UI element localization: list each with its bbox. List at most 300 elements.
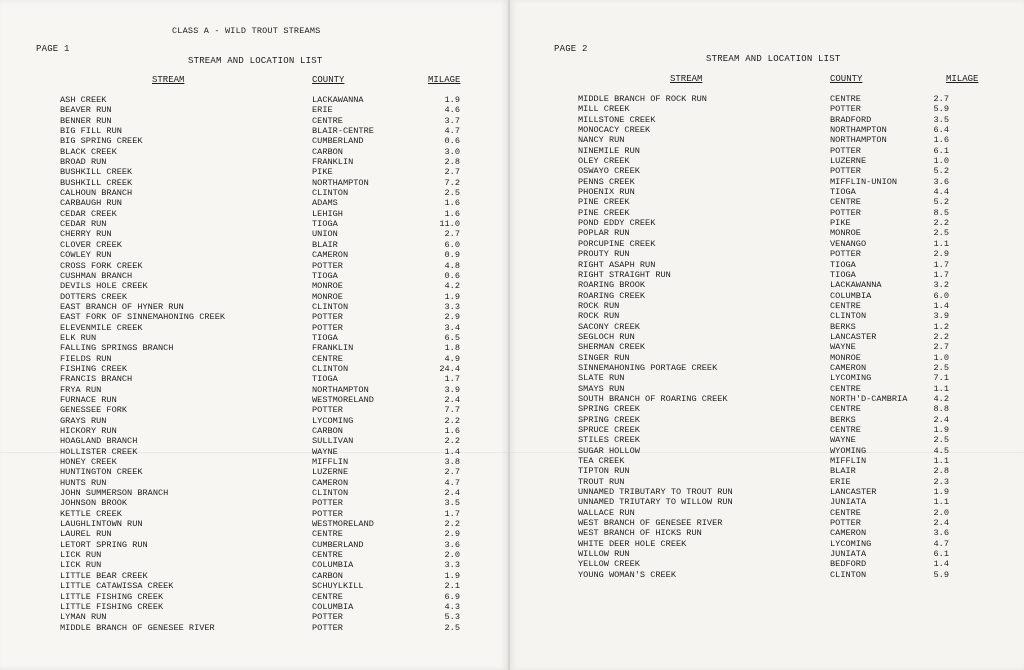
milage-cell: 1.8 [444,343,460,354]
stream-cell: SMAYS RUN [578,383,625,394]
stream-cell: SEGLOCH RUN [578,331,635,342]
stream-cell: DEVILS HOLE CREEK [60,281,148,292]
county-cell: CENTRE [830,94,861,104]
milage-cell: 2.4 [933,414,949,425]
county-cell: CENTRE [312,529,343,540]
stream-cell: LICK RUN [60,550,102,561]
page-2-county-header: COUNTY [830,74,863,84]
stream-cell: BUSHKILL CREEK [60,177,133,188]
table-row [510,249,1024,259]
county-cell: ERIE [830,476,851,487]
stream-cell: ASH CREEK [60,95,107,105]
stream-cell: KETTLE CREEK [60,508,122,519]
milage-cell: 3.3 [444,301,460,312]
table-row [510,146,1024,156]
county-cell: TIOGA [312,270,338,281]
stream-cell: SINGER RUN [578,352,630,363]
stream-cell: HOLLISTER CREEK [60,446,138,457]
milage-cell: 2.2 [933,331,949,342]
county-cell: COLUMBIA [830,290,872,301]
class-title: CLASS A - WILD TROUT STREAMS [172,26,321,36]
county-cell: MIFFLIN [830,456,867,467]
stream-cell: YELLOW CREEK [578,559,640,570]
table-row [0,354,508,364]
stream-cell: PINE CREEK [578,197,630,208]
table-row [0,405,508,415]
stream-cell: LITTLE BEAR CREEK [60,570,148,581]
milage-cell: 8.8 [933,404,949,415]
table-row [0,550,508,560]
milage-cell: 1.9 [444,291,460,302]
milage-cell: 2.2 [444,436,460,447]
milage-cell: 2.0 [933,507,949,518]
stream-cell: LAUGHLINTOWN RUN [60,519,143,530]
milage-cell: 5.2 [933,197,949,208]
county-cell: CENTRE [830,300,861,311]
stream-cell: FIELDS RUN [60,353,112,364]
table-row [0,560,508,570]
stream-cell: ELEVENMILE CREEK [60,322,143,333]
table-row [510,332,1024,342]
table-row [0,467,508,477]
county-cell: LUZERNE [312,467,349,478]
milage-cell: 4.7 [444,477,460,488]
milage-cell: 4.9 [444,353,460,364]
table-row [0,478,508,488]
table-row [0,623,508,633]
table-row [510,311,1024,321]
milage-cell: 5.3 [444,612,460,623]
county-cell: CAMERON [830,362,867,373]
milage-cell: 4.6 [444,105,460,116]
county-cell: WESTMORELAND [312,519,374,530]
county-cell: POTTER [312,498,343,509]
county-cell: POTTER [312,312,343,323]
table-row [510,156,1024,166]
table-row [0,229,508,239]
stream-cell: OLEY CREEK [578,156,630,167]
county-cell: POTTER [830,249,861,260]
county-cell: LACKAWANNA [312,95,364,105]
county-cell: CARBON [312,146,343,157]
county-cell: POTTER [312,508,343,519]
stream-cell: HONEY CREEK [60,457,117,468]
table-row [0,426,508,436]
stream-cell: CALHOUN BRANCH [60,188,133,199]
milage-cell: 3.9 [444,384,460,395]
stream-cell: TIPTON RUN [578,466,630,477]
county-cell: CLINTON [830,569,867,580]
table-row [510,528,1024,538]
county-cell: CARBON [312,426,343,436]
county-cell: LYCOMING [830,538,872,549]
milage-cell: 5.2 [933,166,949,177]
stream-cell: BIG SPRING CREEK [60,136,143,147]
county-cell: LYCOMING [312,415,354,426]
table-row [0,178,508,188]
stream-cell: ELK RUN [60,332,97,343]
county-cell: NORTH'D-CAMBRIA [830,393,908,404]
milage-cell: 3.9 [933,311,949,322]
county-cell: BLAIR-CENTRE [312,126,374,137]
table-row [0,126,508,136]
milage-cell: 4.2 [444,281,460,292]
county-cell: TIOGA [312,219,338,230]
milage-cell: 4.5 [933,445,949,456]
page-2-stream-header: STREAM [670,74,703,84]
table-row [0,240,508,250]
page-2-stream-list [510,94,1024,580]
county-cell: POTTER [830,166,861,177]
table-row [510,539,1024,549]
stream-cell: COWLEY RUN [60,250,112,261]
table-row [0,498,508,508]
county-cell: BRADFORD [830,114,872,125]
milage-cell: 1.9 [933,487,949,498]
county-cell: FRANKLIN [312,157,354,168]
stream-cell: BLACK CREEK [60,146,117,157]
page-1-stream-header: STREAM [152,75,185,85]
milage-cell: 1.4 [933,300,949,311]
milage-cell: 2.7 [444,467,460,478]
milage-cell: 4.8 [444,260,460,271]
county-cell: LUZERNE [830,156,867,167]
county-cell: CENTRE [830,197,861,208]
table-row [510,115,1024,125]
table-row [0,198,508,208]
county-cell: SULLIVAN [312,436,354,447]
county-cell: LEHIGH [312,208,343,219]
stream-cell: HOAGLAND BRANCH [60,436,138,447]
table-row [510,301,1024,311]
stream-cell: CHERRY RUN [60,229,112,240]
milage-cell: 5.9 [933,569,949,580]
stream-cell: JOHNSON BROOK [60,498,128,509]
table-row [0,219,508,229]
stream-cell: HUNTS RUN [60,477,107,488]
stream-cell: WILLOW RUN [578,549,630,560]
milage-cell: 7.1 [933,373,949,384]
county-cell: CENTRE [830,425,861,435]
table-row [510,94,1024,104]
county-cell: JUNIATA [830,497,867,508]
county-cell: CLINTON [830,311,867,322]
county-cell: CENTRE [830,507,861,518]
county-cell: TIOGA [830,187,856,198]
county-cell: ADAMS [312,198,338,209]
milage-cell: 11.0 [439,219,460,230]
milage-cell: 1.1 [933,497,949,508]
milage-cell: 1.0 [933,156,949,167]
table-row [0,147,508,157]
county-cell: POTTER [312,622,343,633]
county-cell: BLAIR [830,466,856,477]
stream-cell: LYMAN RUN [60,612,107,623]
milage-cell: 1.7 [444,374,460,385]
table-row [0,323,508,333]
county-cell: CLINTON [312,301,349,312]
county-cell: LANCASTER [830,331,877,342]
table-row [0,571,508,581]
milage-cell: 4.7 [933,538,949,549]
county-cell: MONROE [312,291,343,302]
county-cell: CUMBERLAND [312,136,364,147]
stream-cell: FALLING SPRINGS BRANCH [60,343,174,354]
table-row [0,529,508,539]
milage-cell: 3.8 [444,457,460,468]
stream-cell: JOHN SUMMERSON BRANCH [60,488,169,499]
county-cell: SCHUYLKILL [312,581,364,592]
milage-cell: 3.5 [444,498,460,509]
milage-cell: 1.9 [444,570,460,581]
milage-cell: 3.4 [444,322,460,333]
milage-cell: 2.9 [933,249,949,260]
county-cell: CUMBERLAND [312,539,364,550]
county-cell: WAYNE [830,342,856,353]
stream-cell: PINE CREEK [578,207,630,218]
table-row [0,416,508,426]
county-cell: LANCASTER [830,487,877,498]
stream-cell: ROARING CREEK [578,290,646,301]
county-cell: COLUMBIA [312,601,354,612]
stream-cell: ROCK RUN [578,300,620,311]
table-row [510,270,1024,280]
stream-cell: WALLACE RUN [578,507,635,518]
stream-cell: MIDDLE BRANCH OF ROCK RUN [578,94,707,104]
table-row [0,447,508,457]
milage-cell: 3.7 [444,115,460,126]
table-row [510,291,1024,301]
milage-cell: 1.9 [444,95,460,105]
milage-cell: 6.1 [933,145,949,156]
table-row [0,136,508,146]
stream-cell: UNNAMED TRIUTARY TO WILLOW RUN [578,497,733,508]
county-cell: CENTRE [312,115,343,126]
table-row [0,581,508,591]
county-cell: COLUMBIA [312,560,354,571]
milage-cell: 2.7 [444,229,460,240]
table-row [510,322,1024,332]
stream-cell: SLATE RUN [578,373,625,384]
table-row [510,363,1024,373]
stream-cell: MONOCACY CREEK [578,125,651,136]
milage-cell: 2.9 [444,529,460,540]
milage-cell: 2.3 [933,476,949,487]
table-row [510,466,1024,476]
table-row [510,197,1024,207]
milage-cell: 2.8 [444,157,460,168]
county-cell: PIKE [830,218,851,229]
county-cell: MIFFLIN [312,457,349,468]
stream-cell: SACONY CREEK [578,321,640,332]
stream-cell: SPRING CREEK [578,414,640,425]
county-cell: BEDFORD [830,559,867,570]
milage-cell: 1.6 [444,198,460,209]
stream-cell: WEST BRANCH OF GENESEE RIVER [578,518,723,529]
county-cell: MONROE [830,352,861,363]
county-cell: TIOGA [830,269,856,280]
table-row [0,312,508,322]
county-cell: CENTRE [312,550,343,561]
stream-cell: SHERMAN CREEK [578,342,646,353]
table-row [0,116,508,126]
milage-cell: 1.4 [933,559,949,570]
stream-cell: BIG FILL RUN [60,126,122,137]
county-cell: NORTHAMPTON [830,125,887,136]
page-1-sheet [0,0,508,670]
table-row [510,187,1024,197]
milage-cell: 2.7 [933,342,949,353]
table-row [510,404,1024,414]
county-cell: PIKE [312,167,333,178]
table-row [0,250,508,260]
milage-cell: 6.0 [444,239,460,250]
table-row [0,602,508,612]
page-2-milage-header: MILAGE [946,74,979,84]
county-cell: CENTRE [830,404,861,415]
table-row [510,260,1024,270]
stream-cell: LITTLE FISHING CREEK [60,601,164,612]
stream-cell: BROAD RUN [60,157,107,168]
milage-cell: 2.1 [444,581,460,592]
county-cell: MIFFLIN-UNION [830,176,898,187]
county-cell: CENTRE [830,383,861,394]
table-row [0,105,508,115]
stream-cell: YOUNG WOMAN'S CREEK [578,569,676,580]
table-row [510,497,1024,507]
milage-cell: 2.7 [933,94,949,104]
stream-cell: WEST BRANCH OF HICKS RUN [578,528,702,539]
table-row [510,166,1024,176]
table-row [0,519,508,529]
table-row [0,457,508,467]
stream-cell: OSWAYO CREEK [578,166,640,177]
table-row [510,508,1024,518]
stream-cell: NINEMILE RUN [578,145,640,156]
milage-cell: 2.4 [933,518,949,529]
table-row [510,456,1024,466]
milage-cell: 2.5 [933,228,949,239]
county-cell: WAYNE [312,446,338,457]
county-cell: BERKS [830,321,856,332]
county-cell: TIOGA [312,374,338,385]
table-row [510,239,1024,249]
stream-cell: SINNEMAHONING PORTAGE CREEK [578,362,718,373]
stream-cell: MILLSTONE CREEK [578,114,656,125]
stream-cell: DOTTERS CREEK [60,291,128,302]
milage-cell: 4.7 [444,126,460,137]
county-cell: BERKS [830,414,856,425]
stream-cell: UNNAMED TRIBUTARY TO TROUT RUN [578,487,733,498]
page-1-county-header: COUNTY [312,75,345,85]
table-row [510,487,1024,497]
stream-cell: BUSHKILL CREEK [60,167,133,178]
table-row [0,261,508,271]
milage-cell: 2.2 [933,218,949,229]
table-row [0,188,508,198]
county-cell: POTTER [312,405,343,416]
county-cell: NORTHAMPTON [312,177,369,188]
county-cell: POTTER [830,145,861,156]
stream-cell: SOUTH BRANCH OF ROARING CREEK [578,393,728,404]
county-cell: LYCOMING [830,373,872,384]
stream-cell: CEDAR RUN [60,219,107,230]
stream-cell: FISHING CREEK [60,363,128,374]
page-2-label: PAGE 2 [554,44,588,54]
county-cell: MONROE [830,228,861,239]
table-row [510,559,1024,569]
milage-cell: 2.5 [933,362,949,373]
milage-cell: 7.7 [444,405,460,416]
stream-cell: FRYA RUN [60,384,102,395]
stream-cell: CROSS FORK CREEK [60,260,143,271]
stream-cell: CUSHMAN BRANCH [60,270,133,281]
table-row [0,167,508,177]
stream-cell: ROARING BROOK [578,280,646,291]
page-1-label: PAGE 1 [36,44,70,54]
stream-cell: EAST BRANCH OF HYNER RUN [60,301,184,312]
stream-cell: WHITE DEER HOLE CREEK [578,538,687,549]
page-1-stream-list [0,95,508,633]
county-cell: BLAIR [312,239,338,250]
stream-cell: SPRING CREEK [578,404,640,415]
milage-cell: 1.9 [933,425,949,435]
milage-cell: 1.7 [933,269,949,280]
table-row [510,518,1024,528]
milage-cell: 6.5 [444,332,460,343]
milage-cell: 6.1 [933,549,949,560]
county-cell: POTTER [830,104,861,115]
county-cell: CENTRE [312,591,343,602]
stream-cell: MILL CREEK [578,104,630,115]
stream-cell: POND EDDY CREEK [578,218,656,229]
milage-cell: 2.4 [444,488,460,499]
milage-cell: 6.9 [444,591,460,602]
milage-cell: 3.2 [933,280,949,291]
table-row [0,395,508,405]
milage-cell: 3.6 [444,539,460,550]
county-cell: CLINTON [312,488,349,499]
milage-cell: 1.4 [444,446,460,457]
stream-cell: PHOENIX RUN [578,187,635,198]
table-row [510,280,1024,290]
milage-cell: 2.9 [444,312,460,323]
milage-cell: 1.7 [444,508,460,519]
table-row [510,394,1024,404]
county-cell: CENTRE [312,353,343,364]
county-cell: WESTMORELAND [312,394,374,405]
stream-cell: LICK RUN [60,560,102,571]
county-cell: POTTER [830,207,861,218]
table-row [510,125,1024,135]
stream-cell: LITTLE CATAWISSA CREEK [60,581,174,592]
milage-cell: 3.0 [444,146,460,157]
stream-cell: LAUREL RUN [60,529,112,540]
table-row [510,435,1024,445]
table-row [510,549,1024,559]
stream-cell: CEDAR CREEK [60,208,117,219]
stream-cell: PROUTY RUN [578,249,630,260]
stream-cell: FURNACE RUN [60,394,117,405]
county-cell: CARBON [312,570,343,581]
table-row [0,509,508,519]
page-1-list-title: STREAM AND LOCATION LIST [188,56,323,66]
table-row [510,373,1024,383]
county-cell: VENANGO [830,238,867,249]
milage-cell: 0.6 [444,136,460,147]
county-cell: POTTER [312,612,343,623]
milage-cell: 3.6 [933,176,949,187]
